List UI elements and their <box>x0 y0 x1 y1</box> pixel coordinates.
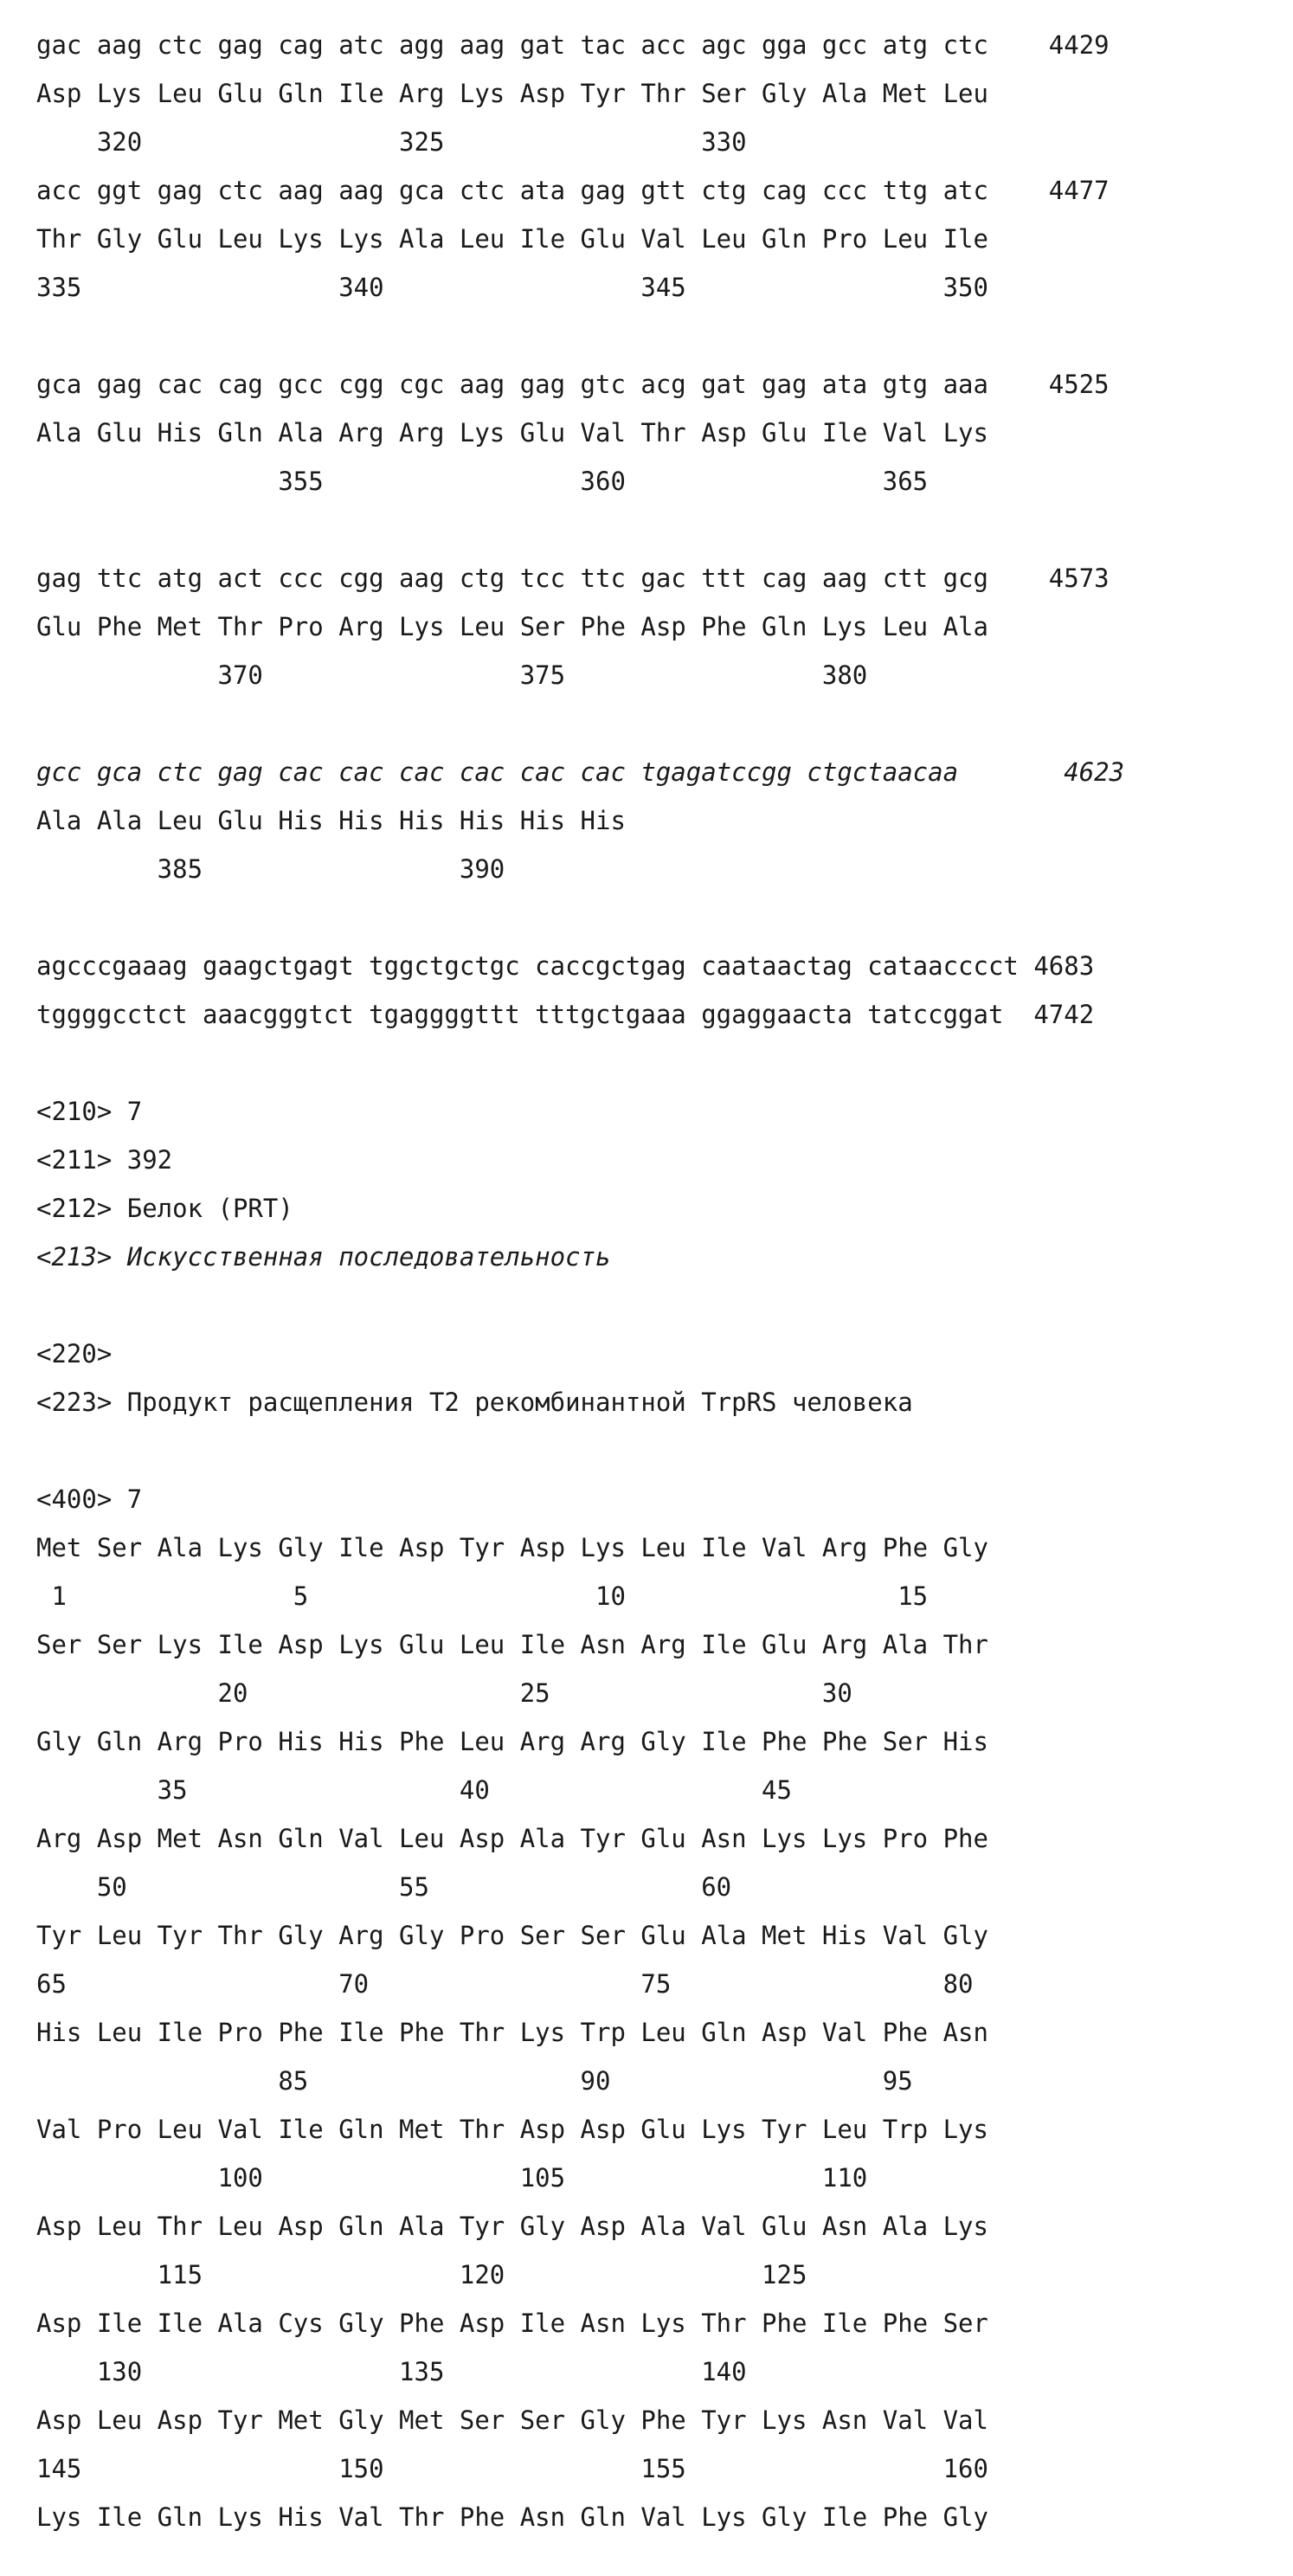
position-numbers: 320 325 330 <box>36 127 747 157</box>
position-numbers: 50 55 60 <box>36 1872 732 1902</box>
protein-line: Thr Gly Glu Leu Lys Lys Ala Leu Ile Glu Val Leu Gln Pro Leu Ile <box>36 224 988 254</box>
protein-line: Ser Ser Lys Ile Asp Lys Glu Leu Ile Asn Arg Ile Glu Arg Ala Thr <box>36 1630 988 1659</box>
protein-line: Ala Glu His Gln Ala Arg Arg Lys Glu Val Thr Asp Glu Ile Val Lys <box>36 418 988 448</box>
protein-line: Met Ser Ala Lys Gly Ile Asp Tyr Asp Lys Leu Ile Val Arg Phe Gly <box>36 1533 988 1562</box>
field-213: <213> Искусственная последовательность <box>36 1242 611 1272</box>
position-numbers: 65 70 75 80 <box>36 1969 974 1999</box>
field-223: <223> Продукт расщепления T2 рекомбинантной TrpRS человека <box>36 1388 913 1417</box>
position-numbers: 145 150 155 160 <box>36 2454 988 2483</box>
position-numbers: 385 390 <box>36 854 505 884</box>
position-numbers: 100 105 110 <box>36 2163 868 2193</box>
position-numbers: 355 360 365 <box>36 467 929 496</box>
protein-line: Asp Leu Thr Leu Asp Gln Ala Tyr Gly Asp Ala Val Glu Asn Ala Lys <box>36 2212 988 2241</box>
protein-line: Ala Ala Leu Glu His His His His His His <box>36 806 626 835</box>
dna-line-4742: tggggcctct aaacgggtct tgaggggttt tttgctgaaa ggaggaacta tatccggat 4742 <box>36 1000 1095 1029</box>
field-400: <400> 7 <box>36 1484 143 1514</box>
position-numbers: 370 375 380 <box>36 660 868 690</box>
field-220: <220> <box>36 1339 113 1368</box>
protein-line: Asp Ile Ile Ala Cys Gly Phe Asp Ile Asn Lys Thr Phe Ile Phe Ser <box>36 2309 988 2338</box>
position-numbers: 130 135 140 <box>36 2357 747 2386</box>
protein-line: Asp Lys Leu Glu Gln Ile Arg Lys Asp Tyr Thr Ser Gly Ala Met Leu <box>36 79 988 108</box>
protein-line: Val Pro Leu Val Ile Gln Met Thr Asp Asp Glu Lys Tyr Leu Trp Lys <box>36 2115 988 2144</box>
protein-line: Lys Ile Gln Lys His Val Thr Phe Asn Gln Val Lys Gly Ile Phe Gly <box>36 2502 988 2532</box>
dna-line-4429: gac aag ctc gag cag atc agg aag gat tac acc agc gga gcc atg ctc 4429 <box>36 30 1110 60</box>
field-212: <212> Белок (PRT) <box>36 1194 293 1223</box>
position-numbers: 335 340 345 350 <box>36 273 988 302</box>
protein-line: Gly Gln Arg Pro His His Phe Leu Arg Arg Gly Ile Phe Phe Ser His <box>36 1727 988 1756</box>
dna-line-4525: gca gag cac cag gcc cgg cgc aag gag gtc acg gat gag ata gtg aaa 4525 <box>36 370 1110 399</box>
protein-line: Arg Asp Met Asn Gln Val Leu Asp Ala Tyr Glu Asn Lys Lys Pro Phe <box>36 1824 988 1853</box>
dna-line-4477: acc ggt gag ctc aag aag gca ctc ata gag gtt ctg cag ccc ttg atc 4477 <box>36 176 1110 205</box>
dna-line-4623: gcc gca ctc gag cac cac cac cac cac cac tgagatccgg ctgctaacaa 4623 <box>36 757 1125 787</box>
field-210: <210> 7 <box>36 1097 143 1126</box>
dna-line-4573: gag ttc atg act ccc cgg aag ctg tcc ttc gac ttt cag aag ctt gcg 4573 <box>36 564 1110 593</box>
position-numbers: 20 25 30 <box>36 1678 852 1708</box>
protein-line: Tyr Leu Tyr Thr Gly Arg Gly Pro Ser Ser Glu Ala Met His Val Gly <box>36 1921 988 1950</box>
position-numbers: 85 90 95 <box>36 2066 913 2096</box>
position-numbers: 115 120 125 <box>36 2260 807 2289</box>
field-211: <211> 392 <box>36 1145 173 1175</box>
protein-line: His Leu Ile Pro Phe Ile Phe Thr Lys Trp Leu Gln Asp Val Phe Asn <box>36 2018 988 2047</box>
protein-line: Glu Phe Met Thr Pro Arg Lys Leu Ser Phe Asp Phe Gln Lys Leu Ala <box>36 612 988 641</box>
protein-line: Asp Leu Asp Tyr Met Gly Met Ser Ser Gly Phe Tyr Lys Asn Val Val <box>36 2405 988 2435</box>
position-numbers: 35 40 45 <box>36 1775 792 1805</box>
dna-line-4683: agcccgaaag gaagctgagt tggctgctgc caccgctgag caataactag cataacccct 4683 <box>36 951 1095 981</box>
position-numbers: 1 5 10 15 <box>36 1581 929 1611</box>
